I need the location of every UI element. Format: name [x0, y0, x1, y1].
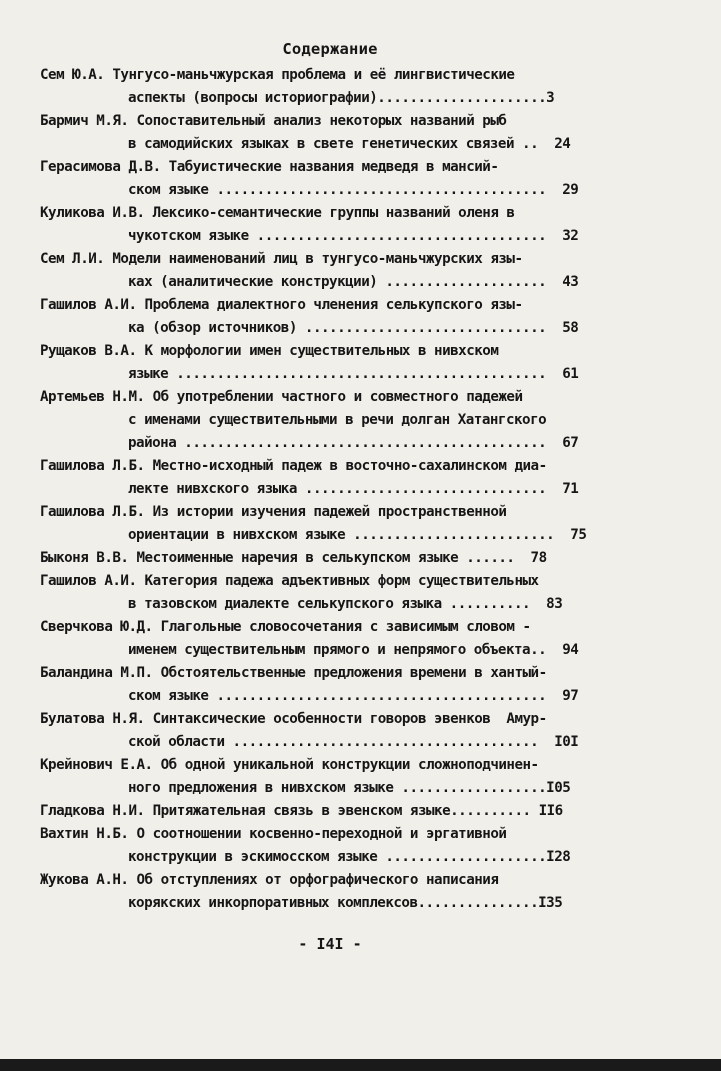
- toc-entry: [40, 455, 680, 501]
- toc-entry-continuation: в самодийских языках в свете генетических связей .. 24: [128, 136, 571, 152]
- toc-entry: [40, 340, 680, 386]
- toc-entry-line: Сверчкова Ю.Д. Глагольные словосочетания с зависимым словом -: [40, 619, 531, 635]
- toc-entry: [40, 248, 680, 294]
- toc-entry: [40, 616, 680, 662]
- toc-entry: [40, 294, 680, 340]
- toc-entry-continuation: аспекты (вопросы историографии).....................3: [128, 90, 555, 106]
- toc-entry-line: Гладкова Н.И. Притяжательная связь в эвенском языке.......... II6: [40, 803, 563, 819]
- toc-entry-continuation: ском языке ......................................... 29: [128, 182, 579, 198]
- toc-entry-line: Артемьев Н.М. Об употреблении частного и совместного падежей: [40, 389, 523, 405]
- toc-entry-line: Гашилова Л.Б. Из истории изучения падежей пространственной: [40, 504, 507, 520]
- toc-entry: [40, 800, 680, 823]
- page-number: - I4I -: [298, 935, 362, 953]
- toc-entry: [40, 754, 680, 800]
- toc-entry-continuation: ском языке ......................................... 97: [128, 688, 579, 704]
- page-title: Содержание: [282, 40, 378, 58]
- toc-entry-continuation: района ............................................. 67: [128, 435, 579, 451]
- toc-entry-continuation: ках (аналитические конструкции) .................... 43: [128, 274, 579, 290]
- toc-entry-line: Рущаков В.А. К морфологии имен существительных в нивхском: [40, 343, 499, 359]
- toc-entry-line: Гашилова Л.Б. Местно-исходный падеж в восточно-сахалинском диа-: [40, 458, 547, 474]
- toc-entry: [40, 662, 680, 708]
- toc-entry-line: Гашилов А.И. Проблема диалектного членения селькупского язы-: [40, 297, 523, 313]
- toc-entry: [40, 64, 680, 110]
- toc-entry: [40, 823, 680, 869]
- toc-entry-continuation: ориентации в нивхском языке ......................... 75: [128, 527, 587, 543]
- toc-entry-line: Булатова Н.Я. Синтаксические особенности говоров эвенков Амур-: [40, 711, 547, 727]
- toc-entry-continuation: конструкции в эскимосском языке ....................I28: [128, 849, 571, 865]
- toc-entry: [40, 570, 680, 616]
- toc-entry-continuation: с именами существительными в речи долган Хатангского: [128, 412, 547, 428]
- toc-entry-line: Крейнович Е.А. Об одной уникальной конструкции сложноподчинен-: [40, 757, 539, 773]
- toc-entry-line: Быконя В.В. Местоименные наречия в селькупском языке ...... 78: [40, 550, 547, 566]
- toc-entry: [40, 501, 680, 547]
- toc-entry-continuation: чукотском языке .................................... 32: [128, 228, 579, 244]
- toc-entry-continuation: корякских инкорпоративных комплексов...............I35: [128, 895, 563, 911]
- toc-entry-line: Вахтин Н.Б. О соотношении косвенно-переходной и эргативной: [40, 826, 507, 842]
- toc-entry-continuation: лекте нивхского языка .............................. 71: [128, 481, 579, 497]
- toc-entry: [40, 202, 680, 248]
- toc-entry-line: Бармич М.Я. Сопоставительный анализ некоторых названий рыб: [40, 113, 507, 129]
- toc-entry-continuation: языке .............................................. 61: [128, 366, 579, 382]
- toc-entry-continuation: именем существительным прямого и непрямого объекта.. 94: [128, 642, 579, 658]
- toc-entry: [40, 708, 680, 754]
- toc-entry-line: Баландина М.П. Обстоятельственные предложения времени в хантый-: [40, 665, 547, 681]
- toc-entry-line: Сем Л.И. Модели наименований лиц в тунгусо-маньчжурских язы-: [40, 251, 523, 267]
- table-of-contents: [40, 64, 680, 915]
- toc-entry: [40, 156, 680, 202]
- toc-entry-line: Гашилов А.И. Категория падежа адъективных форм существительных: [40, 573, 539, 589]
- toc-entry-continuation: ка (обзор источников) .............................. 58: [128, 320, 579, 336]
- toc-entry-continuation: ской области ...................................... I0I: [128, 734, 579, 750]
- toc-entry-continuation: в тазовском диалекте селькупского языка .......... 83: [128, 596, 563, 612]
- toc-entry-line: Сем Ю.А. Тунгусо-маньчжурская проблема и её лингвистические: [40, 67, 515, 83]
- toc-entry-continuation: ного предложения в нивхском языке ..................I05: [128, 780, 571, 796]
- toc-entry: [40, 869, 680, 915]
- toc-entry-line: Куликова И.В. Лексико-семантические группы названий оленя в: [40, 205, 515, 221]
- toc-entry: [40, 547, 680, 570]
- toc-entry-line: Жукова А.Н. Об отступлениях от орфографического написания: [40, 872, 499, 888]
- toc-entry: [40, 386, 680, 455]
- toc-entry-line: Герасимова Д.В. Табуистические названия медведя в мансий-: [40, 159, 499, 175]
- toc-entry: [40, 110, 680, 156]
